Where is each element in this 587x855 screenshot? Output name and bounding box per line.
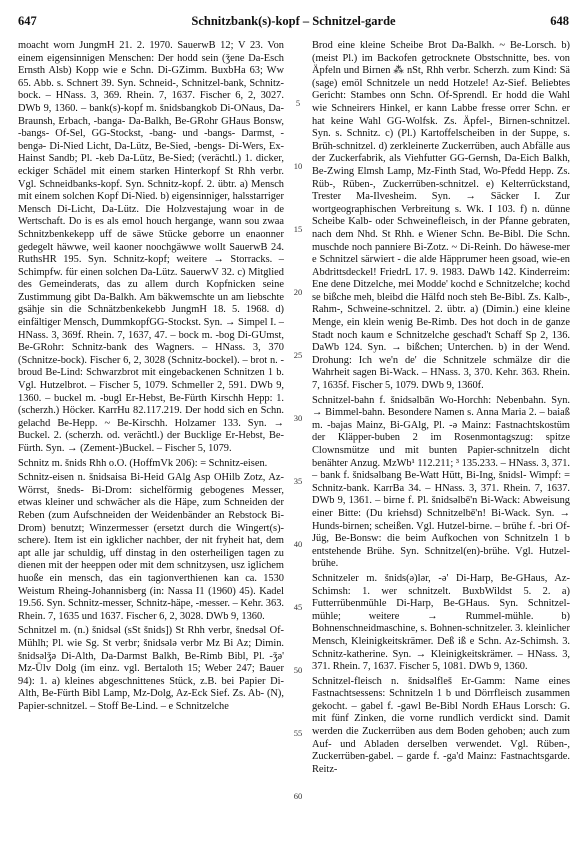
- line-number: 20: [293, 287, 303, 297]
- page-header: [18, 14, 569, 30]
- running-title: Schnitzbank(s)-kopf – Schnitzel-garde: [191, 14, 396, 28]
- line-number: 25: [293, 350, 303, 360]
- left-column: [18, 40, 284, 845]
- right-column: [312, 40, 570, 845]
- entry-schnitzeler: Schnitzeler m. šnids(ə)lər, -ə' Di-Harp, Be-GHaus, Az-Schimsh: 1. wer schnitzelt. BuxbWildst 5. 2. a) Futterrübenmühle Di-Harp, Be-GHaus. Syn. Schnitzel-mühle; weitere → Rummel-mühle. b) Bohnenschneidmaschine, s. Bohnen-schnitzeler. 3. kleinlicher Mensch, Kleinigkeitskrämer. Deß iß e Schn. Az-Schimsh. 3. Schnitz-katherine. Syn. → Kleinigkeitskrämer. – HNass. 3, 371. Rhein. 7, 1637. Fischer 5, 1081. DWb 9, 1360.: [312, 572, 570, 673]
- entry-schnitzel: Schnitzel m. (n.) šnidsəl (sSt šnids]) St Rhh verbr, šnedsəl Of-Mühlh; Pl. wie Sg. St verbr; šnidsələ verbr Mz Bi Az; Dimin. šnidsəlǯə Di-Alth, Da-Darmst Balkh, Be-Rimb Bibl, Pl. -ǯə' Mz-Ülv Dolg (im einz. vgl. Bertaloth 15; Weber 247; Bauer 94): 1. a) kleines abgeschnittenes Stück, z.B. bei Papier Di-Alth, Be-Fürth Bibl Lamp, Mz-Dolg, Az-Eck Sief. Zs. Ab- (N), Papier-schnitzel. – Stoff Be-Lind. – e Schnitzelche: [18, 625, 284, 712]
- line-number: 30: [293, 413, 303, 423]
- line-number: 15: [293, 224, 303, 234]
- line-number: 40: [293, 539, 303, 549]
- line-number: 55: [293, 728, 303, 738]
- line-number: 50: [293, 665, 303, 675]
- page-number-left: 647: [18, 14, 37, 28]
- entry-schnitzel-bahn: Schnitzel-bahn f. šnidsəlbān Wo-Horchh: Nebenbahn. Syn. → Bimmel-bahn. Besondere Namen s. Anna Maria 2. – baiaß m. -bajas Mainz, Bi-GAlg, Pl. -ə Mainz: Fastnachtskostüm der Kläpper-buben 2 im Rosenmontagszug: spitze Clownsmütze und mit bunten Papier-schnitzeln dicht benähter Anzug. MzWb¹ 112.211; ³ 135.233. – HNass. 3, 371. – bank f. šnidsəlbang Be-Watt Hütt, Bi-Ing, šnidsl- Wimpf: = Schnitz-bank. KarrBa 34. – HNass. 3, 371. Rhein. 7, 1637. DWb 9, 1361. – birne f. Pl. šnidsəlbē'n Bi-Wack: Abweisung einer Bitte: (Du kriehsd) Schnitzelbē'n! Bi-Wack. Syn. → Hunds-birnen; scheißen. Vgl. Hutzel-birne. – brühe f. -bri Of-Jüg, Be-Bonsw: die beim Aufkochen von Schnitzeln 1 b entstehende Brühe. Syn. Schnitzel(en)-brühe. Vgl. Hutzel-brühe.: [312, 394, 570, 570]
- entry-schnitzel-continued: Brod eine kleine Scheibe Brot Da-Balkh. ~ Be-Lorsch. b) (meist Pl.) im Backofen getrocknete Obstschnitte, bes. von Äpfeln und Birnen ⁂ nSt, Rhh verbr. Scherzh. zum Kind: Sä (sage) emöl Schnitzele un nedd Hotzele! Az-Sief. Beliebtes Gericht: Stambes onn Schn. Of-Sprendl. Er hodd die Wahl wie Schneirers Hinkel, er kann Labbe fresse orrer Schn. er hat keine Wahl GG-Wolfsk. Zs. Äpfel-, Birnen-schnitzel. Syn. s. Schnitz. c) (Pl.) Kartoffelscheiben in der Suppe, s. Brüh-schnitzel. d) zerkleinerte Zuckerrüben, auch Abfälle aus der Zuckerfabrik, als Viehfutter GG-Gernsh, Da-Eich Balkh, Be-Zwing Elmsh Lamp, Mz-Finth Stad, Wo-Pfedd Hepp. Zs. Rüb-, Rüben-, Zuckerrüben-schnitzel. e) Kelterrückstand, Trester Ma-Ilvesheim. Syn. → Säcker I. Zur wortgeographischen Verbreitung s. Wk. I 103. f) n. dünne Scheibe Kalb- oder Schweinefleisch, in der Pfanne gebraten, nach dem Nhd. St Rhh. e Wiener Schn. Be-Bibl. Die Schn. muschde noch panniere Bi-Zotz. ~ Di-Reinh. Do häwese-mer e Schnitzel särwiert - die alde Häpprumer heen gsoad, wie-en Abdrittsdeckel! FriedrL 17. 9. 1983. DaWb 142. Kinderreim: Ene dene Ditzelche, mei Modde' kochd e Schnitzelche; kochd se bißche meh, bleibd die Hälfd noch steh Be-Bibl. Zs. Kalb-, Rahm-, Schweine-schnitzel. 2. übtr. a) (Dimin.) eine kleine Menge, ein klein wenig Be-Rimb. Des hot doch in de ganze Stadt noch kaum e Schnitzelche geschad't Schaff Sp 2, 136. DaWb 124. Syn. → bißchen; Unterchen. b) in der Wend. Drohung: Ich we'n de' die Schnitzele schmälze dir die Wahrheit sagen Bi-Wack. – HNass. 3, 370. Kehr. 363. Rhein. 7, 1635f. Fischer 5, 1079. DWb 9, 1360f.: [312, 40, 570, 392]
- entry-schnitzbank-kopf: moacht worn JungmH 21. 2. 1970. SauerwB 12; V 23. Von einem eigensinnigen Menschen: Der hodd sein (ǯene Da-Esch Ernsth Alsb) Kopp wie e Schn. Di-GZimm. BuxbHa 63; Ww 65. Abb. s. Schnert 39. Syn. Schneid-, Schnitzel-bank, Schnitz-bock. – HNass. 3, 369. Rhein. 7, 1637. Fischer 6, 2, 3027. DWb 9, 1360. – bank(s)-kopf m. šnidsbangkob Di-ONaus, Da-Braunsh, Erbach, -banga- Da-Balkh, Be-GRohr GHaus Bonsw, -bangs- Of-Sel, GG-Stockst, -bang- und -bangs- Darmst, -bengə- Di-Nied Licht, Da-Lütz, Be-Sied, -bengs- Di-Wers, Ex-Hainst Sandb; Pl. -keb Da-Lütz, Be-Sied; (verächtl.) 1. dicker, eckiger Schädel mit einem starken Hinterkopf St Rhh verbr. Vgl. Schneidbanks-kopf. Syn. Schnitz-kopf. 2. übtr. a) Mensch mit einem solchen Kopf Di-Nied. b) eigensinniger, halsstarriger Mensch Di-Licht, Da-Lütz. Die Holzvestajung woar in de Wertschaft. Do is es als emol houch hergange, wann sou zwaa Schnitzbenkekepp uff de säwe Stücke geborre un enaonner gedegelt häwwe, weil kaoner noochgäwwe wollt SauerwB 24. RuthsHR 195. Syn. Schnitz-kopf; weitere → Storracks. – Schimpfw. für einen solchen Da-Lütz. SauerwV 32. c) Mitglied des Gemeinderats, das zu allem durch Kopfnicken seine Zustimmung gibt Da-Balkh. Am bäkwemschte un am liebschte gsähje sin die Schnätzbenkekebb JungmH 18. 5. 1968. d) einfältiger Mensch, DummkopfGG-Stockst. Syn. → Simpel I. – HNass. 3, 369f. Rhein. 7, 1637, 47. – bock m. -bog Di-GUmst, Be-GRohr: Schnitz-bank des Wagners. – HNass. 3, 370 (Schnitze-bock). Fischer 6, 2, 3028 (Schnitz-bockel). – brot n. -broud Be-Lind: Schwarzbrot mit eingebackenen Schnitzen 1 b. Vgl. Hutzelbrot. – Fischer 5, 1079. Schmeller 2, 591. DWb 9, 1360. – buckel m. -bugl Er-Hebst, Be-Fürth Kirschh Hepp: 1. (scherzh.) Höcker. KarrHu 82.117.219. Der hodd sich en Schn. gelachd Be-Hepp. ~ Be-Kirschh. Holzamer 133. Syn. → Buckel. 2. (scherzh. od. verächtl.) der Bucklige Er-Hebst, Be-Fürth. Syn. → (Zement-)Buckel. – Fischer 5, 1079.: [18, 40, 284, 454]
- line-number: 10: [293, 161, 303, 171]
- page-number-right: 648: [550, 14, 569, 28]
- line-number: 45: [293, 602, 303, 612]
- entry-schnitzel-fleisch: Schnitzel-fleisch n. šnidsəlfleš Er-Gamm: Name eines Fastnachtsessens: Schnitzeln 1 b und Dörrfleisch zusammen gekocht. – gabel f. -gawl Be-Bibl Nordh EHaus Lorsch: G. mit fünf Zinken, die vorne rundlich verdickt sind. Damit werden die Zuckerrüben aus dem Boden gehoben; auch zum Auf- und Abladen derselben verwendet. Vgl. Rüben-, Zuckerrüben-gabel. – garde f. -ga'd Mainz: Fastnachtsgarde. Reitz-: [312, 675, 570, 775]
- entry-schnitz: Schnitz m. šnids Rhh o.O. (HoffmVk 206): = Schnitz-eisen.: [18, 457, 268, 469]
- line-number: 35: [293, 476, 303, 486]
- line-number: 60: [293, 791, 303, 801]
- line-number: 5: [295, 98, 301, 108]
- entry-schnitz-eisen: Schnitz-eisen n. šnidsaisa Bi-Heid GAlg Asp OHilb Zotz, Az-Wörrst, šneds- Bi-Drom: sichelförmig gebogenes Messer, etwas kleiner und schwächer als die Häpe, zum Schneiden der Reben (zum Aufschneiden der Weidenbänder an Rebstock Bi-Drom) benutzt; Winzermesser (ersetzt durch die Wingert(s)-schere). Item ist ein igklicher nachber, der nit fryheit hat, dem apt alle jar schuldig, uff dinstag in den osterheiligen tagen zu dienen mit der heeppen oder mit dem schnitzysen, usz iglichem huoße ein mensch, das ein tagionverthienen kan ca. 1530 Weistum Rheing-Johannisberg (in: Nassa I1 (1960) 45). Kadel 19.56. Syn. Schnitz-messer, Schnitz-häpe, -messer. – Kehr. 363. Rhein. 7, 1635 und 1637. Fischer 6, 2, 3028. DWb 9, 1360.: [18, 472, 284, 622]
